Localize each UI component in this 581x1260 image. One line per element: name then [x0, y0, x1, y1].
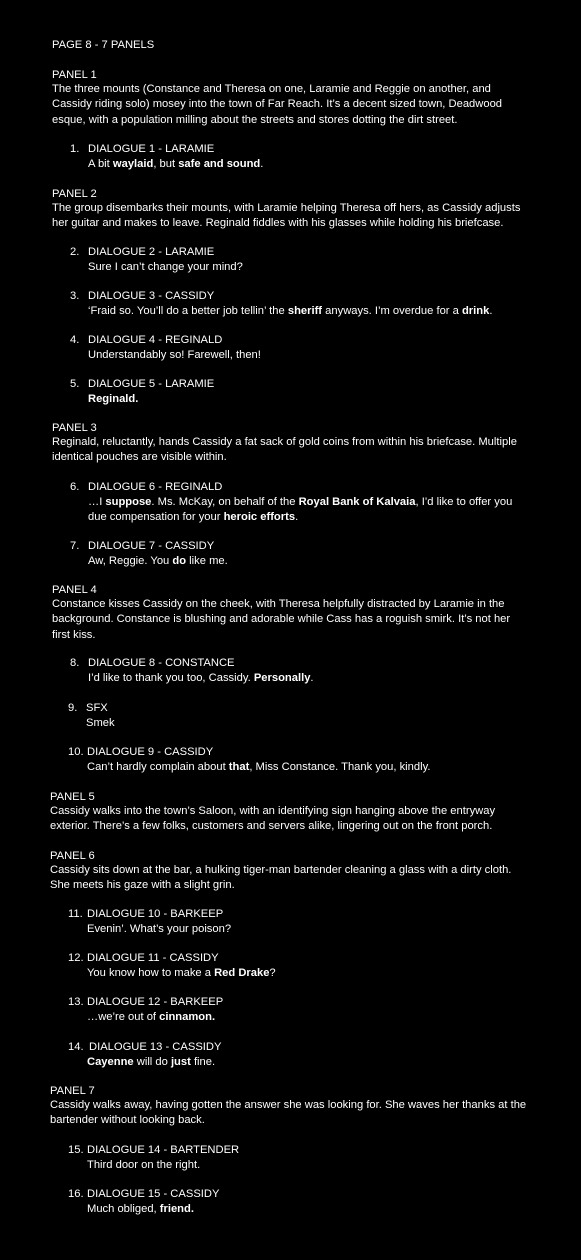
dialogue-number: 15. [68, 1144, 84, 1156]
dialogue-label: DIALOGUE 7 - CASSIDY [88, 540, 215, 552]
dialogue-text: Much obliged, friend. [87, 1203, 194, 1215]
dialogue-label: DIALOGUE 6 - REGINALD [88, 481, 223, 493]
sfx-text: Smek [86, 717, 115, 729]
panel-6-description: Cassidy sits down at the bar, a hulking tiger-man bartender cleaning a glass with a dirty cloth. She meets his gaze with a slight grin. [50, 864, 512, 892]
dialogue-label: DIALOGUE 5 - LARAMIE [88, 378, 215, 390]
dialogue-label: DIALOGUE 12 - BARKEEP [87, 996, 224, 1008]
page-title: PAGE 8 - 7 PANELS [52, 39, 155, 51]
dialogue-number: 13. [68, 996, 84, 1008]
dialogue-text: You know how to make a Red Drake? [87, 967, 276, 979]
dialogue-label: DIALOGUE 13 - CASSIDY [89, 1041, 222, 1053]
dialogue-number: 1. [70, 143, 80, 155]
dialogue-text: Sure I can’t change your mind? [88, 261, 243, 273]
dialogue-label: DIALOGUE 15 - CASSIDY [87, 1188, 220, 1200]
panel-7-description: Cassidy walks away, having gotten the answer she was looking for. She waves her thanks at the bartender without looking back. [50, 1099, 527, 1127]
dialogue-number: 3. [70, 290, 80, 302]
dialogue-number: 9. [68, 702, 78, 714]
dialogue-text: Aw, Reggie. You do like me. [88, 555, 228, 567]
dialogue-text: Cayenne will do just fine. [87, 1056, 216, 1068]
panel-7-heading: PANEL 7 [50, 1085, 95, 1097]
dialogue-text: …I suppose. Ms. McKay, on behalf of the Royal Bank of Kalvaia, I’d like to offer you [88, 496, 513, 508]
dialogue-text-continued: due compensation for your heroic efforts. [88, 511, 299, 523]
dialogue-text: Evenin’. What’s your poison? [87, 923, 232, 935]
dialogue-text: Understandably so! Farewell, then! [88, 349, 261, 361]
dialogue-label: DIALOGUE 1 - LARAMIE [88, 143, 215, 155]
dialogue-number: 12. [68, 952, 84, 964]
dialogue-number: 10. [68, 746, 84, 758]
panel-2-description: The group disembarks their mounts, with Laramie helping Theresa off hers, as Cassidy adjusts her guitar and makes to leave. Reginald fiddles with his glasses while holding his briefcase. [52, 202, 521, 230]
dialogue-text: I’d like to thank you too, Cassidy. Personally. [88, 672, 314, 684]
dialogue-number: 16. [68, 1188, 84, 1200]
dialogue-label: DIALOGUE 14 - BARTENDER [87, 1144, 240, 1156]
dialogue-number: 4. [70, 334, 80, 346]
dialogue-number: 2. [70, 246, 80, 258]
panel-3-description: Reginald, reluctantly, hands Cassidy a fat sack of gold coins from within his briefcase. Multiple identical pouches are visible within. [52, 436, 517, 464]
panel-5-heading: PANEL 5 [50, 791, 95, 803]
dialogue-label: DIALOGUE 3 - CASSIDY [88, 290, 215, 302]
dialogue-number: 7. [70, 540, 80, 552]
panel-1-description: The three mounts (Constance and Theresa on one, Laramie and Reggie on another, and Cassidy riding solo) mosey into the town of Far Reach. It’s a decent sized town, Deadwood esque, with a population milling about the streets and stores dotting the dirt street. [52, 83, 503, 126]
panel-3-heading: PANEL 3 [52, 422, 97, 434]
dialogue-label: DIALOGUE 9 - CASSIDY [87, 746, 214, 758]
panel-4-heading: PANEL 4 [52, 584, 97, 596]
panel-5-description: Cassidy walks into the town’s Saloon, with an identifying sign hanging above the entryway exterior. There’s a few folks, customers and servers alike, lingering out on the front porch. [50, 805, 496, 833]
dialogue-number: 14. [68, 1041, 84, 1053]
panel-6-heading: PANEL 6 [50, 850, 95, 862]
dialogue-text: …we’re out of cinnamon. [87, 1011, 216, 1023]
dialogue-number: 11. [68, 908, 83, 920]
dialogue-label: DIALOGUE 2 - LARAMIE [88, 246, 215, 258]
panel-4-description: Constance kisses Cassidy on the cheek, with Theresa helpfully distracted by Laramie in the background. Constance is blushing and adorable while Cass has a roguish smirk. It’s not her first kiss. [52, 598, 511, 641]
sfx-label: SFX [86, 702, 108, 714]
dialogue-text: Reginald. [88, 393, 139, 405]
dialogue-number: 5. [70, 378, 80, 390]
dialogue-label: DIALOGUE 4 - REGINALD [88, 334, 223, 346]
dialogue-text: A bit waylaid, but safe and sound. [88, 158, 264, 170]
dialogue-label: DIALOGUE 11 - CASSIDY [87, 952, 219, 964]
dialogue-text: ‘Fraid so. You’ll do a better job tellin’ the sheriff anyways. I’m overdue for a drink. [88, 305, 493, 317]
dialogue-label: DIALOGUE 10 - BARKEEP [87, 908, 224, 920]
panel-2-heading: PANEL 2 [52, 188, 97, 200]
dialogue-label: DIALOGUE 8 - CONSTANCE [88, 657, 235, 669]
dialogue-number: 8. [70, 657, 80, 669]
dialogue-text: Third door on the right. [87, 1159, 201, 1171]
dialogue-text: Can’t hardly complain about that, Miss Constance. Thank you, kindly. [87, 761, 431, 773]
dialogue-number: 6. [70, 481, 80, 493]
panel-1-heading: PANEL 1 [52, 69, 97, 81]
